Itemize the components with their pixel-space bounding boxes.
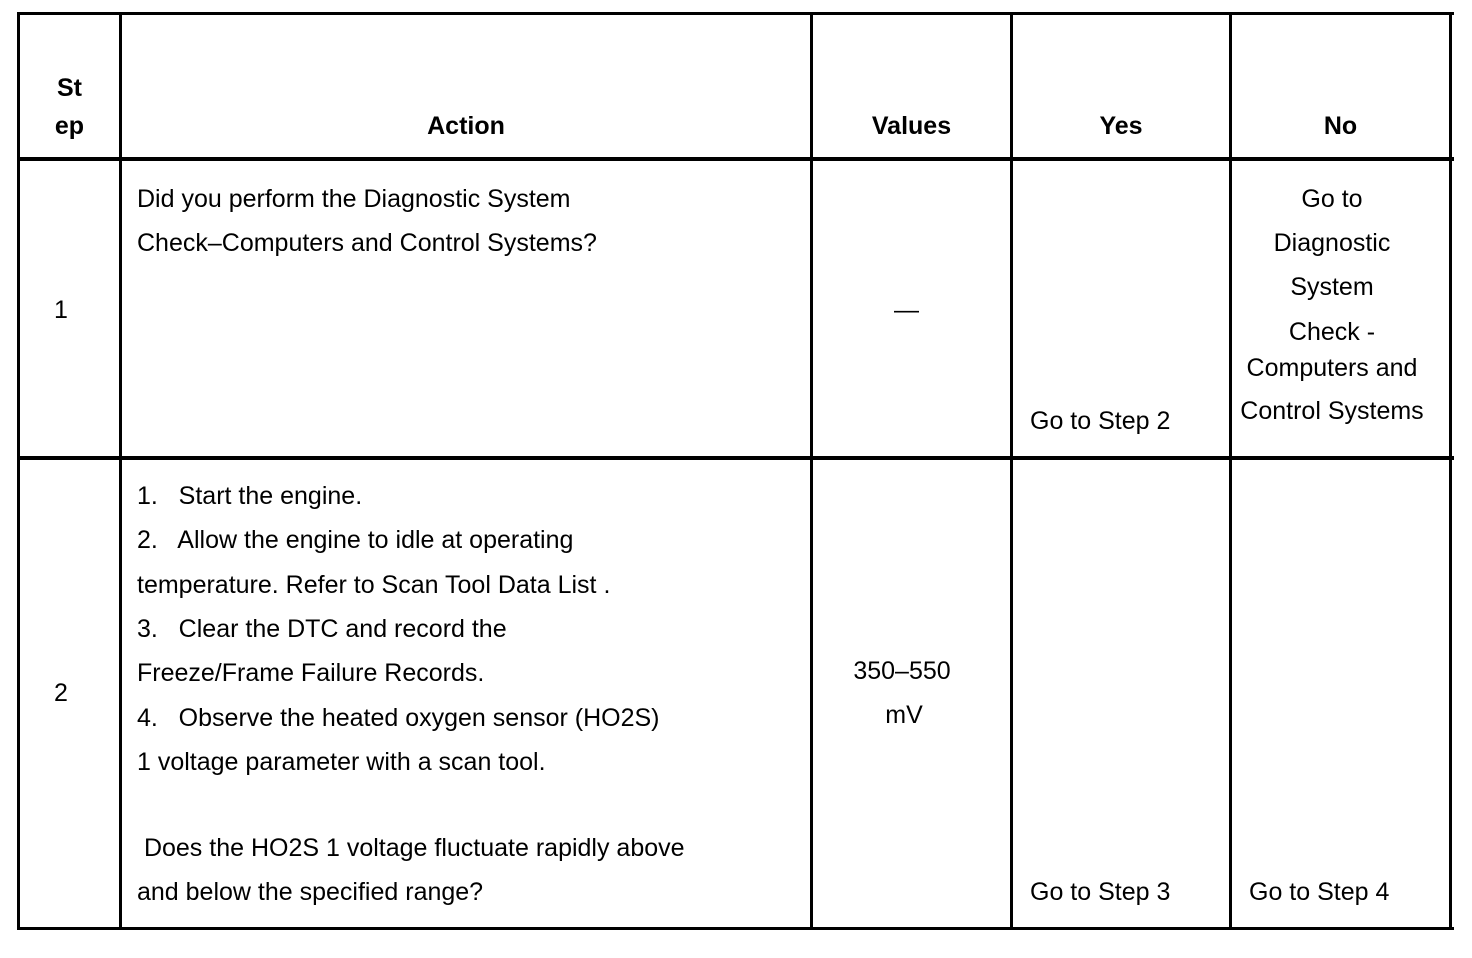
header-step-line2: ep (54, 112, 85, 140)
row2-action-line: 4. Observe the heated oxygen sensor (HO2S) (137, 704, 660, 732)
row1-no-line: Diagnostic (1273, 229, 1391, 257)
row2-value-line: mV (885, 701, 923, 729)
column-divider (1010, 12, 1013, 930)
header-divider (17, 157, 1454, 161)
row2-action-line: Freeze/Frame Failure Records. (137, 659, 485, 687)
row1-action-line: Check–Computers and Control Systems? (137, 229, 597, 257)
table-border-top (17, 12, 1454, 15)
row1-no-line: Control Systems (1240, 397, 1424, 425)
header-action: Action (427, 112, 505, 140)
header-yes: Yes (1099, 112, 1143, 140)
row1-no-line: Go to (1301, 185, 1363, 213)
table-border-bottom (17, 927, 1454, 930)
row2-step: 2 (54, 679, 68, 707)
row2-action-line: 1 voltage parameter with a scan tool. (137, 748, 546, 776)
row1-no-line: Check - (1288, 318, 1376, 346)
row1-value: — (894, 296, 919, 324)
row2-action-line: 2. Allow the engine to idle at operating (137, 526, 574, 554)
row2-question-line: Does the HO2S 1 voltage fluctuate rapidly above (137, 834, 685, 862)
row2-question-line: and below the specified range? (137, 878, 484, 906)
column-divider (1229, 12, 1232, 930)
column-divider (810, 12, 813, 930)
row1-no-line: Computers and (1246, 354, 1418, 382)
row2-action-line: 3. Clear the DTC and record the (137, 615, 507, 643)
row1-no-line: System (1290, 273, 1374, 301)
row2-value-line: 350–550 (853, 657, 951, 685)
table-border-left (17, 12, 20, 930)
header-no: No (1323, 112, 1358, 140)
row2-no: Go to Step 4 (1249, 878, 1390, 906)
row2-action-line: temperature. Refer to Scan Tool Data List . (137, 571, 611, 599)
row1-action-line: Did you perform the Diagnostic System (137, 185, 571, 213)
column-divider (119, 12, 122, 930)
header-values: Values (871, 112, 952, 140)
row1-step: 1 (54, 296, 68, 324)
table-border-right (1449, 12, 1452, 930)
row-divider (17, 456, 1454, 460)
row2-yes: Go to Step 3 (1030, 878, 1171, 906)
row2-action-line: 1. Start the engine. (137, 482, 363, 510)
header-step-line1: St (57, 74, 82, 102)
row1-yes: Go to Step 2 (1030, 407, 1171, 435)
